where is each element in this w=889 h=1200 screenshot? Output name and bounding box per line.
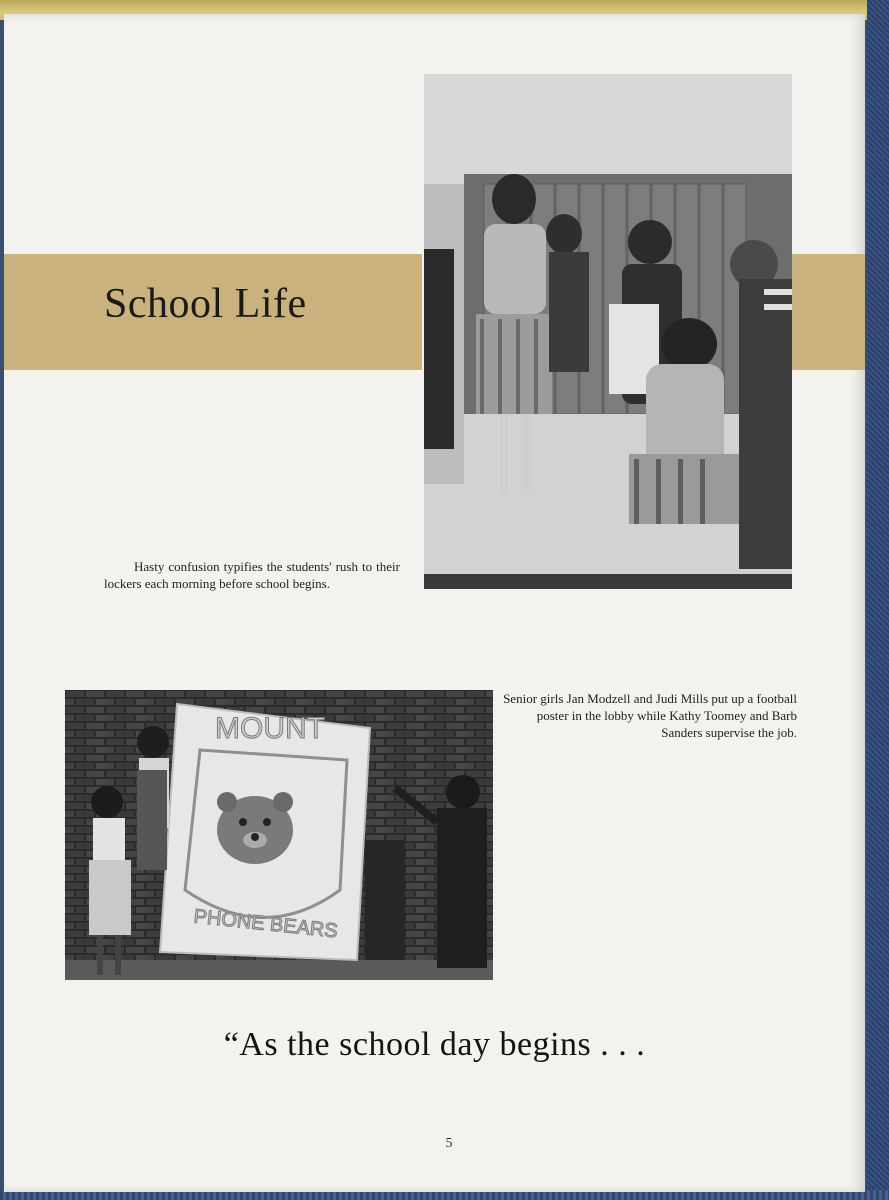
page-number: 5 [445, 1136, 453, 1151]
football-poster-photo [65, 690, 493, 980]
lockers-photo [424, 74, 792, 589]
poster-bottom-text: PHONE BEARS [192, 905, 339, 943]
yearbook-cover-binding [867, 0, 889, 1200]
poster-top-text: MOUNT [215, 712, 325, 745]
lockers-caption: Hasty confusion typifies the students' rush to their lockers each morning before school begins. [104, 559, 400, 591]
chapter-headline: “As the school day begins . . . [223, 1026, 646, 1063]
section-title: School Life [104, 281, 307, 327]
poster-caption: Senior girls Jan Modzell and Judi Mills put up a football poster in the lobby while Kathy Toomey and Barb Sanders supervise the job. [503, 691, 797, 740]
yearbook-page [4, 14, 865, 1192]
gold-title-band-right [790, 254, 865, 370]
